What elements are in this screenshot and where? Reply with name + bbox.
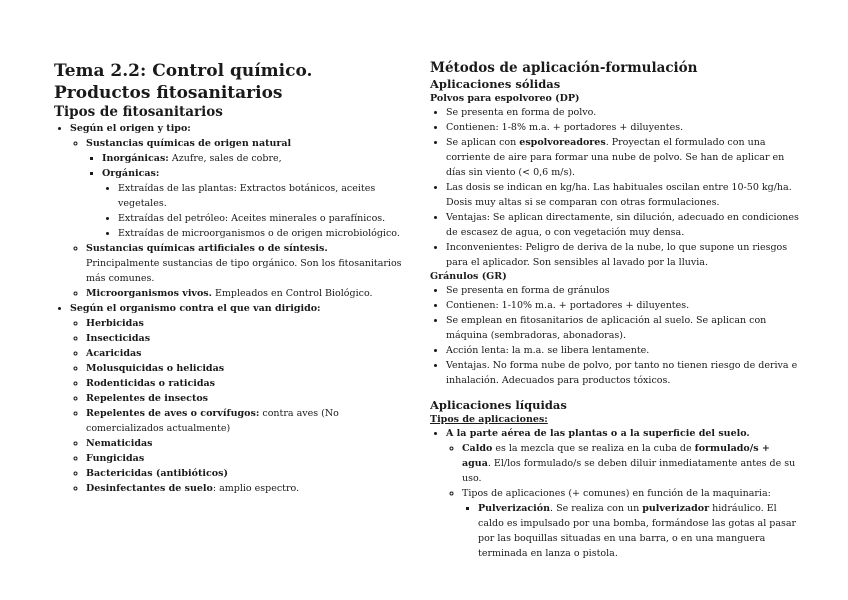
- page-title: Tema 2.2: Control químico. Productos fitosanitarios: [54, 61, 313, 103]
- list-item: ◦ Desinfectantes de suelo: amplio espectro.: [86, 481, 404, 496]
- list-item: • Ventajas: Se aplican directamente, sin dilución, adecuado en condiciones de escasez de agua, o con vegetación muy densa.: [446, 210, 800, 240]
- classification-list: [54, 121, 404, 496]
- list-item: • Contienen: 1-8% m.a. + portadores + diluyentes.: [446, 120, 800, 135]
- subsection-title-gr: Gránulos (GR): [430, 271, 507, 282]
- section-title-solidas: Aplicaciones sólidas: [430, 77, 561, 91]
- list-item: • Se presenta en forma de gránulos: [446, 283, 800, 298]
- list-item: • Extraídas del petróleo: Aceites minerales o parafínicos.: [118, 211, 404, 226]
- list-item: • Se aplican con espolvoreadores. Proyectan el formulado con una corriente de aire para formar una nube de polvo. Se han de aplicar en días sin viento (< 0,6 m/s).: [446, 135, 800, 180]
- section-title-tipos: Tipos de fitosanitarios: [54, 104, 223, 120]
- list-item: ◦ Herbicidas: [86, 316, 404, 331]
- list-item: ◦ Acaricidas: [86, 346, 404, 361]
- list-item: ◦ Fungicidas: [86, 451, 404, 466]
- origin-label: Según el origen y tipo:: [70, 123, 191, 134]
- list-item: • Se emplean en fitosanitarios de aplicación al suelo. Se aplican con máquina (sembradoras, abonadoras).: [446, 313, 800, 343]
- list-item: ◦ Tipos de aplicaciones (+ comunes) en función de la maquinaria: ▪ Pulverización. Se realiza con un pulverizador hidráulico. El caldo es impulsado por una bomba, formándose las gotas al pasar por las boquillas situadas en una barra, o en una manguera terminada en lanza o pistola.: [462, 486, 800, 561]
- list-item: • Extraídas de microorganismos o de origen microbiológico.: [118, 226, 404, 241]
- dp-list: [430, 105, 800, 270]
- right-column: [430, 60, 800, 561]
- gr-list: [430, 283, 800, 388]
- section-title-metodos: Métodos de aplicación-formulación: [430, 60, 698, 76]
- liquid-list: [430, 426, 800, 561]
- list-item: ◦ Bactericidas (antibióticos): [86, 466, 404, 481]
- types-heading: Tipos de aplicaciones:: [430, 414, 548, 425]
- list-item: • A la parte aérea de las plantas o a la superficie del suelo. ◦ Caldo es la mezcla que se realiza en la cuba de formulado/s + agua. El/los formulado/s se deben diluir inmediatamente antes de su uso. ◦ Tipos de aplicaciones (+ comunes) en función de la maquinaria: ▪ Pulverización. Se realiza con un pulverizador hidráulico. El caldo es impulsado por una bomba, formándose las gotas al pasar por las boquillas situadas en una barra, o en una manguera terminada en lanza o pistola.: [446, 426, 800, 561]
- list-item: ▪ Pulverización. Se realiza con un pulverizador hidráulico. El caldo es impulsado por una bomba, formándose las gotas al pasar por las boquillas situadas en una barra, o en una manguera terminada en lanza o pistola.: [478, 501, 800, 561]
- list-item: • Inconvenientes: Peligro de deriva de la nube, lo que supone un riesgos para el aplicador. Son sensibles al lavado por la lluvia.: [446, 240, 800, 270]
- list-item: ◦ Repelentes de insectos: [86, 391, 404, 406]
- list-item: [70, 301, 404, 496]
- list-item: • Extraídas de las plantas: Extractos botánicos, aceites vegetales.: [118, 181, 404, 211]
- list-item: ◦ Rodenticidas o raticidas: [86, 376, 404, 391]
- list-item: ◦ Microorganismos vivos. Empleados en Control Biológico.: [86, 286, 404, 301]
- list-item: ◦ Nematicidas: [86, 436, 404, 451]
- list-item: ▪ Inorgánicas: Azufre, sales de cobre,: [102, 151, 404, 166]
- list-item: • Ventajas. No forma nube de polvo, por tanto no tienen riesgo de deriva e inhalación. Adecuados para productos tóxicos.: [446, 358, 800, 388]
- list-item: ◦ Sustancias químicas de origen natural ▪ Inorgánicas: Azufre, sales de cobre, ▪ Orgánicas: • Extraídas de las plantas: Extractos botánicos, aceites vegetales. • Extraídas del petróleo: Aceites minerales o parafínicos. • Extraídas de microorganismos o de origen microbiológico.: [86, 136, 404, 241]
- list-item: ◦ Molusquicidas o helicidas: [86, 361, 404, 376]
- list-item: • Contienen: 1-10% m.a. + portadores + diluyentes.: [446, 298, 800, 313]
- left-column: [54, 60, 404, 496]
- target-label: Según el organismo contra el que van dirigido:: [70, 303, 321, 314]
- list-item: • Acción lenta: la m.a. se libera lentamente.: [446, 343, 800, 358]
- list-item: ◦ Insecticidas: [86, 331, 404, 346]
- list-item: ◦ Caldo es la mezcla que se realiza en la cuba de formulado/s + agua. El/los formulado/s se deben diluir inmediatamente antes de su uso.: [462, 441, 800, 486]
- list-item: ◦ Sustancias químicas artificiales o de síntesis. Principalmente sustancias de tipo orgánico. Son los fitosanitarios más comunes.: [86, 241, 404, 286]
- list-item: ▪ Orgánicas: • Extraídas de las plantas: Extractos botánicos, aceites vegetales. • Extraídas del petróleo: Aceites minerales o parafínicos. • Extraídas de microorganismos o de origen microbiológico.: [102, 166, 404, 241]
- section-title-liquidas: Aplicaciones líquidas: [430, 398, 567, 412]
- list-item: • Las dosis se indican en kg/ha. Las habituales oscilan entre 10-50 kg/ha. Dosis muy altas si se comparan con otras formulaciones.: [446, 180, 800, 210]
- list-item: [70, 121, 404, 301]
- list-item: • Se presenta en forma de polvo.: [446, 105, 800, 120]
- subsection-title-dp: Polvos para espolvoreo (DP): [430, 93, 580, 104]
- list-item: ◦ Repelentes de aves o corvífugos: contra aves (No comercializados actualmente): [86, 406, 404, 436]
